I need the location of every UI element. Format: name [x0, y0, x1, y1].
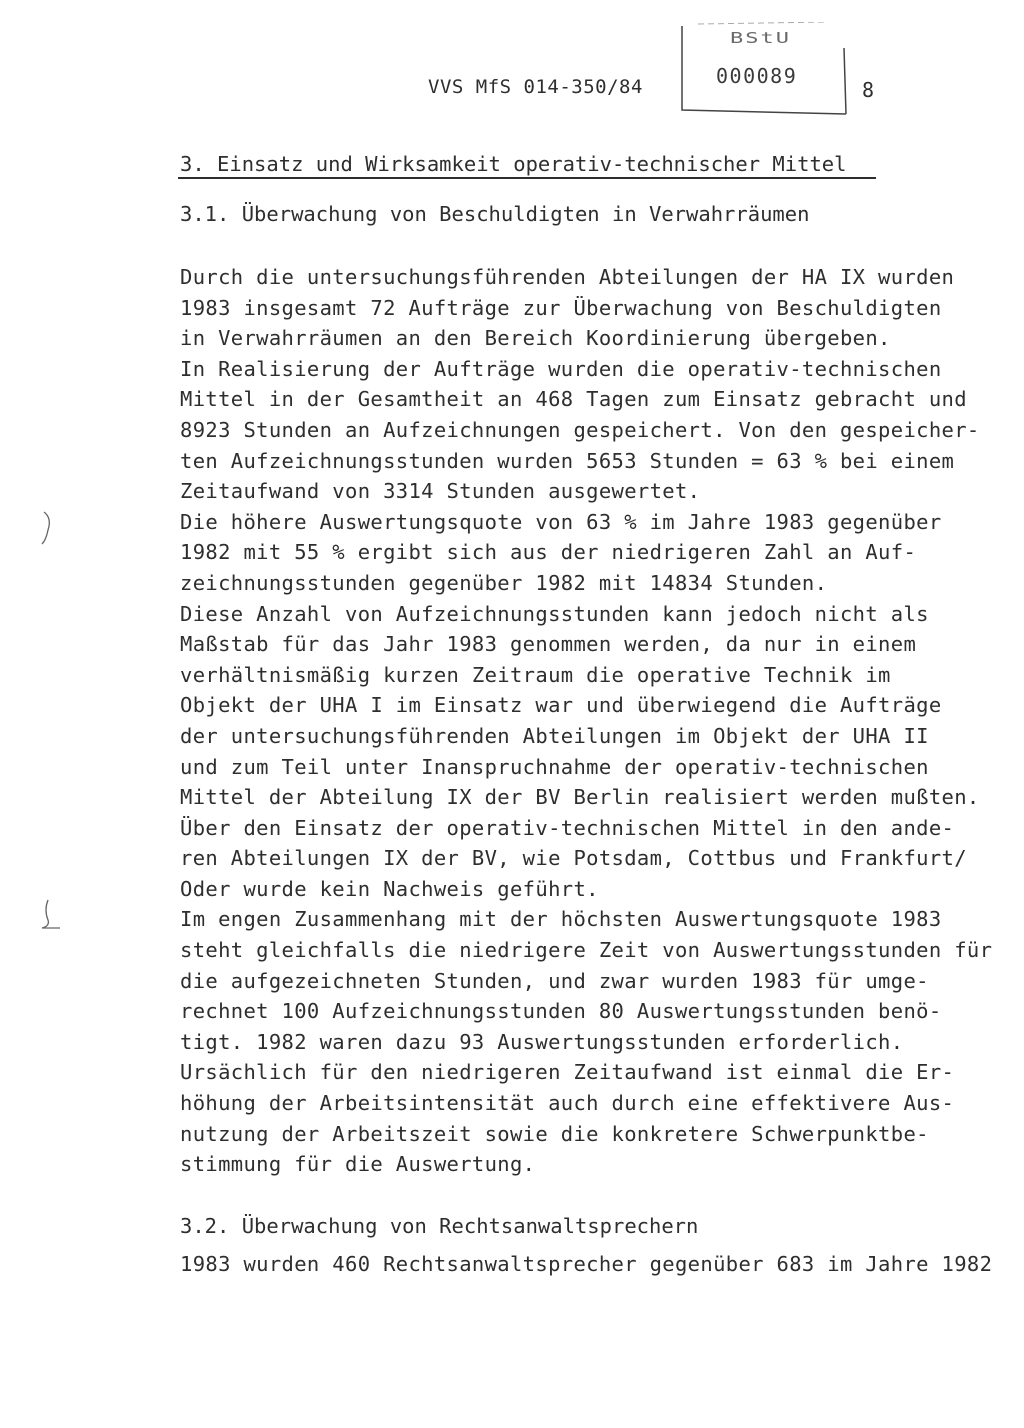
- text-line: 1983 insgesamt 72 Aufträge zur Überwachung von Beschuldigten: [180, 295, 942, 320]
- text-line: stimmung für die Auswertung.: [180, 1152, 536, 1177]
- text-line: 8923 Stunden an Aufzeichnungen gespeichert. Von den gespeicher-: [180, 417, 980, 442]
- text-line: Durch die untersuchungsführenden Abteilungen der HA IX wurden: [180, 265, 955, 289]
- text-line: und zum Teil unter Inanspruchnahme der operativ-technischen: [180, 754, 929, 779]
- text-line: 1982 mit 55 % ergibt sich aus der niedrigeren Zahl an Auf-: [180, 540, 917, 565]
- text-line: Zeitaufwand von 3314 Stunden ausgewertet.: [180, 479, 701, 504]
- body-paragraph: [180, 262, 992, 1180]
- margin-mark-icon: [36, 508, 60, 548]
- margin-mark-icon: [36, 896, 66, 936]
- text-line: nutzung der Arbeitszeit sowie die konkretere Schwerpunktbe-: [180, 1121, 929, 1146]
- text-line: Mittel in der Gesamtheit an 468 Tagen zum Einsatz gebracht und: [180, 387, 967, 412]
- text-line: Objekt der UHA I im Einsatz war und überwiegend die Aufträge: [180, 693, 942, 718]
- text-line: steht gleichfalls die niedrigere Zeit von Auswertungsstunden für: [180, 938, 993, 963]
- text-line: verhältnismäßig kurzen Zeitraum die operative Technik im: [180, 662, 891, 687]
- section-heading: 3. Einsatz und Wirksamkeit operativ-technischer Mittel: [180, 152, 847, 176]
- text-line: zeichnungsstunden gegenüber 1982 mit 14834 Stunden.: [180, 570, 828, 595]
- text-line: die aufgezeichneten Stunden, und zwar wurden 1983 für umge-: [180, 968, 929, 993]
- text-line: tigt. 1982 waren dazu 93 Auswertungsstunden erforderlich.: [180, 1029, 904, 1054]
- subsection-heading-1: 3.1. Überwachung von Beschuldigten in Verwahrräumen: [180, 202, 810, 226]
- text-line: rechnet 100 Aufzeichnungsstunden 80 Auswertungsstunden benö-: [180, 999, 942, 1024]
- text-line: Ursächlich für den niedrigeren Zeitaufwand ist einmal die Er-: [180, 1060, 955, 1085]
- text-line: Die höhere Auswertungsquote von 63 % im Jahre 1983 gegenüber: [180, 509, 942, 534]
- text-line: in Verwahrräumen an den Bereich Koordinierung übergeben.: [180, 326, 891, 351]
- text-line: Im engen Zusammenhang mit der höchsten Auswertungsquote 1983: [180, 907, 942, 932]
- page-number: 8: [862, 78, 875, 102]
- text-line: der untersuchungsführenden Abteilungen im Objekt der UHA II: [180, 723, 929, 748]
- document-reference: VVS MfS 014-350/84: [428, 76, 643, 98]
- text-line: Maßstab für das Jahr 1983 genommen werden, da nur in einem: [180, 632, 917, 657]
- text-line: ten Aufzeichnungsstunden wurden 5653 Stunden = 63 % bei einem: [180, 448, 955, 473]
- text-line: Diese Anzahl von Aufzeichnungsstunden kann jedoch nicht als: [180, 601, 929, 626]
- text-line: Mittel der Abteilung IX der BV Berlin realisiert werden mußten.: [180, 785, 980, 810]
- archive-stamp: [678, 22, 848, 118]
- text-line: Oder wurde kein Nachweis geführt.: [180, 876, 599, 901]
- text-line: 1983 wurden 460 Rechtsanwaltsprecher gegenüber 683 im Jahre 1982: [180, 1252, 993, 1276]
- text-line: In Realisierung der Aufträge wurden die operativ-technischen: [180, 356, 942, 381]
- text-line: ren Abteilungen IX der BV, wie Potsdam, Cottbus und Frankfurt/: [180, 846, 967, 871]
- stamp-top-text: BStU: [730, 29, 791, 48]
- section-heading-underline: [178, 177, 876, 179]
- subsection-heading-2: 3.2. Überwachung von Rechtsanwaltsprechern: [180, 1214, 699, 1238]
- text-line: Über den Einsatz der operativ-technischen Mittel in den ande-: [180, 815, 955, 840]
- stamp-number: 000089: [716, 64, 798, 88]
- text-line: höhung der Arbeitsintensität auch durch eine effektivere Aus-: [180, 1091, 955, 1116]
